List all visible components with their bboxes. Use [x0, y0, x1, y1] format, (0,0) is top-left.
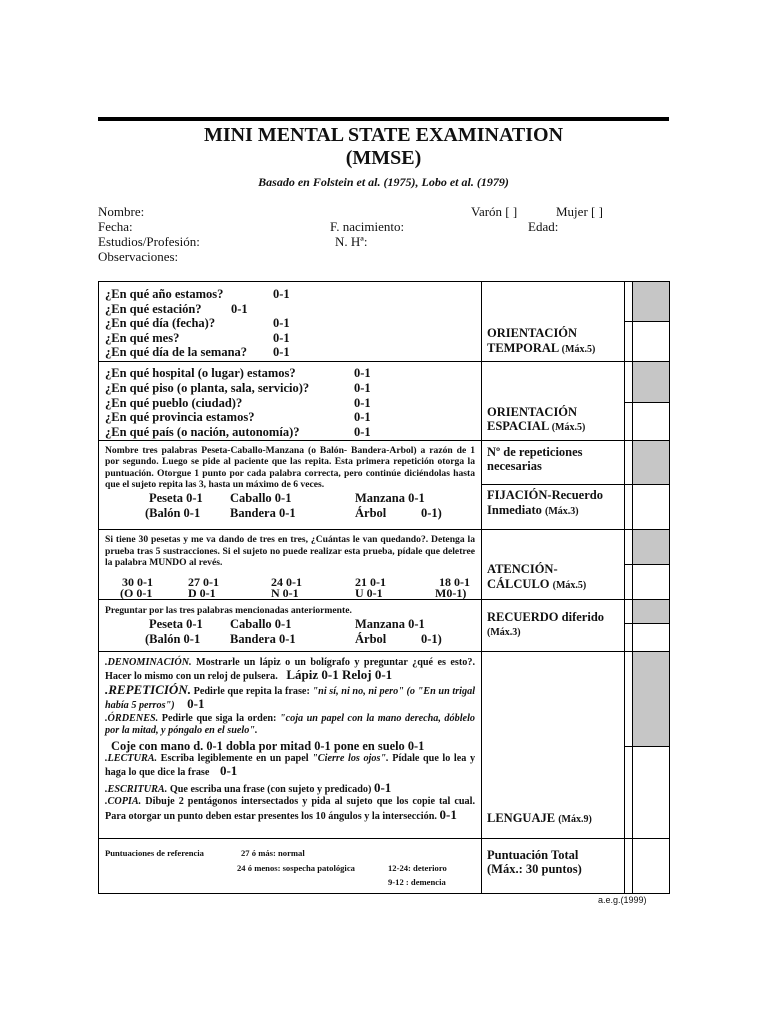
temporal-max: (Máx.5) [561, 343, 596, 355]
spacer [625, 624, 633, 651]
temporal-q4: ¿En qué mes? [105, 330, 180, 345]
lec-text: Escriba legiblemente en un papel [160, 752, 309, 764]
temporal-s1[interactable]: 0-1 [273, 287, 290, 301]
esc-text: Que escriba una frase (con sujeto y predicado) [169, 783, 372, 795]
recuerdo-w6-score[interactable]: 0-1) [421, 631, 442, 646]
spacer [625, 402, 633, 440]
fijacion-w4[interactable]: (Balón 0-1 [145, 505, 201, 520]
spacer [625, 838, 633, 893]
fijacion-score-box[interactable] [633, 485, 670, 530]
atencion-n4[interactable]: 21 0-1 [355, 574, 386, 589]
espacial-shade [633, 362, 670, 402]
temporal-label [482, 282, 625, 362]
spacer [625, 282, 633, 322]
atencion-l1[interactable]: (O 0-1 [120, 585, 153, 600]
edad-label: Edad: [528, 219, 559, 234]
fijacion-instructions: Nombre tres palabras Peseta-Caballo-Manzana (o Balón- Bandera-Arbol) a razón de 1 por segundo. Luego se pide al paciente que las repita. Esta primera repetición otorga la puntuación. Otorgue 1 punto por cada palabra correcta, pero continúe diciéndolas hasta que el sujeto repita las 3, hasta un máximo de 6 veces. [105, 444, 475, 491]
lenguaje-max: (Máx.9) [558, 814, 592, 826]
ref-demencia: 9-12 : demencia [388, 876, 446, 887]
espacial-s1[interactable]: 0-1 [354, 366, 371, 381]
ord-score[interactable]: Coje con mano d. 0-1 dobla por mitad 0-1 pone en suelo 0-1 [111, 739, 425, 754]
atencion-n5[interactable]: 18 0-1 [439, 574, 470, 589]
espacial-score-box[interactable] [633, 402, 670, 440]
cop-title: .COPIA. [105, 796, 142, 808]
rep-text: Pedirle que repita la frase: [193, 685, 310, 697]
rep-phrase: "ni sí, ni no, ni pero" [312, 685, 404, 697]
total-label [482, 838, 625, 893]
spacer [625, 440, 633, 484]
spacer [625, 564, 633, 599]
atencion-questions [99, 530, 482, 600]
total-label2: (Máx.: 30 puntos) [487, 862, 582, 877]
esc-score[interactable]: 0-1 [373, 779, 392, 795]
espacial-q4: ¿En qué provincia estamos? [105, 410, 255, 425]
atencion-l4[interactable]: U 0-1 [355, 585, 383, 600]
fijacion-max: (Máx.3) [545, 505, 579, 517]
rep-title: .REPETICIÓN. [105, 681, 191, 697]
esc-title: .ESCRITURA. [105, 783, 168, 795]
temporal-s2[interactable]: 0-1 [231, 301, 248, 316]
lenguaje-ordenes [105, 713, 475, 738]
espacial-max: (Máx.5) [551, 422, 586, 434]
cop-score[interactable]: 0-1 [439, 807, 457, 823]
espacial-questions [99, 362, 482, 440]
temporal-s3[interactable]: 0-1 [273, 316, 290, 331]
spacer [625, 651, 633, 747]
lenguaje-lectura [105, 753, 475, 780]
lenguaje-denominacion [105, 657, 475, 684]
fijacion-rep-label [482, 440, 625, 484]
nh-label: N. Hª: [335, 234, 368, 249]
atencion-max: (Máx.5) [552, 579, 587, 591]
lenguaje-score-box[interactable] [633, 747, 670, 839]
temporal-s5[interactable]: 0-1 [273, 345, 290, 360]
spacer [625, 600, 633, 624]
temporal-label1: ORIENTACIÓN [487, 326, 578, 341]
estudios-label: Estudios/Profesión: [98, 234, 200, 249]
rep-score[interactable]: 0-1 [187, 696, 205, 712]
lec-phrase: "Cierre los ojos". [312, 752, 389, 764]
recuerdo-instructions: Preguntar por las tres palabras mencionadas anteriormente. [105, 605, 352, 617]
atencion-shade [633, 530, 670, 564]
lenguaje-label1: LENGUAJE [487, 811, 556, 826]
fijacion-w3[interactable]: Manzana 0-1 [355, 490, 425, 505]
recuerdo-score-box[interactable] [633, 624, 670, 651]
temporal-shade [633, 282, 670, 322]
spacer [625, 747, 633, 839]
fijacion-words-row2 [105, 506, 475, 521]
espacial-s2[interactable]: 0-1 [354, 381, 371, 396]
den-text: Mostrarle un lápiz o un bolígrafo y preguntar ¿qué es esto?. Hacer lo mismo con un reloj de pulsera. [105, 656, 475, 683]
recuerdo-words-row1 [105, 617, 475, 632]
temporal-score-box[interactable] [633, 322, 670, 362]
ord-title: .ÓRDENES. [105, 712, 159, 724]
atencion-letters [105, 586, 475, 599]
atencion-n2[interactable]: 27 0-1 [188, 574, 219, 589]
fijacion-w5[interactable]: Bandera 0-1 [230, 505, 296, 520]
atencion-l2[interactable]: D 0-1 [188, 585, 216, 600]
temporal-q3: ¿En qué día (fecha)? [105, 316, 216, 331]
espacial-q3: ¿En qué pueblo (ciudad)? [105, 395, 243, 410]
ref-deterioro: 12-24: deterioro [388, 862, 447, 873]
ref-sospecha: 24 ó menos: sospecha patológica [237, 862, 355, 873]
fecha-label: Fecha: [98, 219, 133, 234]
recuerdo-max: (Máx.3) [487, 627, 521, 639]
title-line1: MINI MENTAL STATE EXAMINATION [203, 124, 564, 146]
lenguaje-repeticion [105, 681, 476, 713]
nombre-label: Nombre: [98, 204, 145, 219]
top-rule [98, 117, 669, 121]
ord-phrase: "coja un papel con la mano derecha, dóblelo por la mitad, y póngalo en el suelo". [105, 712, 475, 737]
temporal-label2: TEMPORAL [487, 340, 559, 355]
reference-scores [99, 838, 482, 893]
lenguaje-label [482, 651, 625, 838]
fijacion-rep1: Nº de repeticiones [487, 444, 583, 459]
espacial-label1: ORIENTACIÓN [487, 404, 578, 419]
temporal-q5: ¿En qué día de la semana? [105, 345, 248, 360]
varon-checkbox[interactable]: Varón [ ] [471, 204, 518, 219]
atencion-label1: ATENCIÓN- [487, 562, 558, 577]
ord-text: Pedirle que siga la orden: [161, 712, 277, 724]
recuerdo-shade [633, 600, 670, 624]
nacimiento-label: F. nacimiento: [330, 219, 405, 234]
recuerdo-w3[interactable]: Manzana 0-1 [355, 616, 425, 631]
atencion-n3[interactable]: 24 0-1 [271, 574, 302, 589]
espacial-q5: ¿En qué país (o nación, autonomía)? [105, 424, 300, 439]
atencion-numbers [105, 574, 475, 589]
lenguaje-questions [99, 651, 482, 838]
fijacion-rep2: necesarias [487, 459, 542, 474]
espacial-q1: ¿En qué hospital (o lugar) estamos? [105, 366, 296, 381]
fijacion-label [482, 485, 625, 530]
recuerdo-w5[interactable]: Bandera 0-1 [230, 631, 296, 646]
fijacion-label1: FIJACIÓN-Recuerdo [487, 488, 603, 503]
recuerdo-w1[interactable]: Peseta 0-1 [149, 616, 203, 631]
spacer [625, 322, 633, 362]
espacial-s4[interactable]: 0-1 [354, 410, 371, 425]
atencion-instructions: Si tiene 30 pesetas y me va dando de tres en tres, ¿Cuántas le van quedando?. Detenga la prueba tras 5 sustracciones. Si el sujeto no puede realizar esta prueba, pídale que deletree la palabra MUNDO al revés. [105, 534, 475, 569]
espacial-s3[interactable]: 0-1 [354, 395, 371, 410]
ref-normal: 27 ó más: normal [241, 847, 305, 858]
fijacion-label2: Inmediato [487, 502, 542, 517]
mujer-checkbox[interactable]: Mujer [ ] [556, 204, 603, 219]
recuerdo-w2[interactable]: Caballo 0-1 [230, 616, 292, 631]
fijacion-questions [99, 440, 482, 530]
fijacion-w6[interactable]: Árbol [355, 505, 387, 520]
lec-score[interactable]: 0-1 [219, 763, 238, 779]
espacial-label2: ESPACIAL [487, 419, 549, 434]
atencion-label [482, 530, 625, 600]
recuerdo-words-row2 [105, 632, 475, 647]
temporal-q1: ¿En qué año estamos? [105, 287, 224, 301]
lec-text2: Pídale que lo lea y haga lo que dice la frase [105, 752, 476, 779]
title-line2: (MMSE) [345, 147, 422, 169]
espacial-label [482, 362, 625, 440]
credit: a.e.g.(1999) [598, 895, 647, 905]
subtitle: Basado en Folstein et al. (1975), Lobo et al. (1979) [258, 175, 509, 189]
rep-or: (o "En un trigal había 5 perros") [105, 685, 476, 712]
temporal-questions [99, 282, 482, 362]
espacial-s5[interactable]: 0-1 [354, 424, 371, 439]
temporal-q2: ¿En qué estación? [105, 301, 202, 316]
fijacion-w6-score[interactable]: 0-1) [421, 505, 442, 520]
total-score-box[interactable] [633, 838, 670, 893]
mmse-table [98, 281, 670, 894]
lec-title: .LECTURA. [105, 752, 158, 764]
den-score[interactable]: Lápiz 0-1 Reloj 0-1 [286, 667, 393, 683]
recuerdo-questions [99, 600, 482, 651]
lenguaje-escritura [105, 779, 475, 797]
lenguaje-shade [633, 651, 670, 747]
total-label1: Puntuación Total [487, 847, 579, 862]
cop-text: Dibuje 2 pentágonos intersectados y pida al sujeto que los copie tal cual. Para otorgar un punto deben estar presentes los 10 ángulos y la intersección. [105, 796, 475, 823]
spacer [625, 485, 633, 530]
fijacion-shade [633, 440, 670, 484]
atencion-l3[interactable]: N 0-1 [271, 585, 299, 600]
fijacion-w1[interactable]: Peseta 0-1 [149, 490, 203, 505]
recuerdo-w4[interactable]: (Balón 0-1 [145, 631, 201, 646]
fijacion-words-row1 [105, 491, 475, 506]
atencion-label2: CÁLCULO [487, 576, 550, 591]
atencion-l5[interactable]: M0-1) [435, 585, 467, 600]
atencion-score-box[interactable] [633, 564, 670, 599]
fijacion-w2[interactable]: Caballo 0-1 [230, 490, 292, 505]
lenguaje-copia [105, 796, 475, 823]
espacial-q2: ¿En qué piso (o planta, sala, servicio)? [105, 381, 310, 396]
recuerdo-label1: RECUERDO diferido [487, 609, 605, 624]
recuerdo-label [482, 600, 625, 651]
atencion-n1[interactable]: 30 0-1 [122, 574, 153, 589]
spacer [625, 530, 633, 564]
observaciones-label: Observaciones: [98, 249, 179, 264]
ref-label: Puntuaciones de referencia [105, 847, 204, 858]
temporal-s4[interactable]: 0-1 [273, 330, 290, 345]
recuerdo-w6[interactable]: Árbol [355, 631, 387, 646]
spacer [625, 362, 633, 402]
den-title: .DENOMINACIÓN. [105, 656, 192, 668]
